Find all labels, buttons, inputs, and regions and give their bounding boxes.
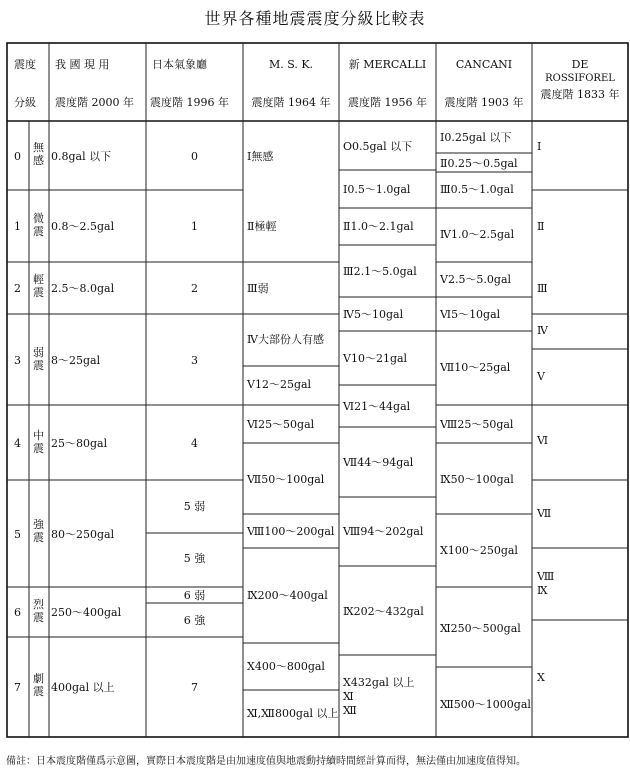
taiwan-range: 25～80gal xyxy=(51,437,108,450)
cancani-item: Ⅷ25～50gal xyxy=(440,418,514,431)
mercalli-item: Ⅹ432gal 以上 xyxy=(343,676,415,689)
cancani-item: Ⅱ0.25～0.5gal xyxy=(440,157,518,170)
rossi-item: Ⅸ xyxy=(537,584,548,597)
mercalli-item: Ⅰ0.5～1.0gal xyxy=(343,183,411,196)
mercalli-item: O0.5gal 以下 xyxy=(343,140,413,153)
rossi-item: Ⅹ xyxy=(537,671,545,684)
header-japan-a: 日本氣象廳 xyxy=(152,58,207,71)
footnote: 備註：日本震度階僅爲示意圖，實際日本震度階是由加速度值與地震動持續時間經計算而得，無法僅由加速度值得知。 xyxy=(6,756,526,767)
rossi-item: Ⅶ xyxy=(537,507,552,520)
level-num: 1 xyxy=(14,220,21,233)
cancani-item: Ⅰ0.25gal 以下 xyxy=(440,131,512,144)
header-taiwan-b: 震度階 2000 年 xyxy=(55,96,134,109)
header-msk-b: 震度階 1964 年 xyxy=(251,96,331,109)
cancani-item: Ⅹ100～250gal xyxy=(440,544,518,557)
cancani-item: Ⅲ0.5～1.0gal xyxy=(440,183,514,196)
japan-level: 0 xyxy=(191,150,198,163)
msk-item: Ⅹ400～800gal xyxy=(247,660,325,673)
msk-item: Ⅲ弱 xyxy=(247,282,269,295)
taiwan-range: 0.8gal 以下 xyxy=(51,150,112,163)
header-rossi-a: DE xyxy=(571,58,589,71)
msk-item: Ⅴ12～25gal xyxy=(247,378,312,391)
header-level-b: 分級 xyxy=(14,96,36,109)
mercalli-item: Ⅱ1.0～2.1gal xyxy=(343,220,414,233)
level-name: 弱震 xyxy=(33,346,44,372)
level-name: 中震 xyxy=(33,429,44,455)
japan-level: 2 xyxy=(191,282,198,295)
taiwan-range: 8～25gal xyxy=(51,354,101,367)
cancani-item: Ⅸ50～100gal xyxy=(440,473,514,486)
level-num: 0 xyxy=(14,150,21,163)
rossi-item: Ⅷ xyxy=(537,570,555,583)
mercalli-item: Ⅶ44～94gal xyxy=(343,456,414,469)
rossi-item: Ⅳ xyxy=(537,324,548,337)
japan-level: 6 弱 xyxy=(183,589,206,602)
header-mercalli-b: 震度階 1956 年 xyxy=(348,96,427,109)
japan-level: 1 xyxy=(191,220,198,233)
japan-level: 3 xyxy=(191,354,198,367)
japan-level: 5 弱 xyxy=(183,500,206,513)
header-rossi-b: ROSSIFOREL xyxy=(545,73,615,84)
cancani-item: Ⅻ500～1000gal xyxy=(440,698,531,711)
taiwan-range: 250～400gal xyxy=(51,606,122,619)
msk-item: Ⅵ25～50gal xyxy=(247,418,315,431)
header-cancani-b: 震度階 1903 年 xyxy=(444,96,524,109)
taiwan-range: 0.8～2.5gal xyxy=(51,220,115,233)
mercalli-item: Ⅻ xyxy=(343,704,357,717)
level-num: 5 xyxy=(14,528,21,541)
header-mercalli-a: 新 MERCALLI xyxy=(348,58,427,71)
rossi-item: Ⅱ xyxy=(537,220,545,233)
msk-item: Ⅸ200～400gal xyxy=(247,589,328,602)
mercalli-item: Ⅺ xyxy=(343,690,354,703)
rossi-item: Ⅵ xyxy=(537,434,549,447)
level-num: 2 xyxy=(14,282,21,295)
level-name: 劇震 xyxy=(33,672,44,698)
rossi-item: Ⅲ xyxy=(537,282,548,295)
msk-item: Ⅷ100～200gal xyxy=(247,525,335,538)
level-name: 輕震 xyxy=(33,273,44,299)
mercalli-item: Ⅳ5～10gal xyxy=(343,308,404,321)
msk-item: Ⅰ無感 xyxy=(247,150,274,163)
rossi-item: Ⅴ xyxy=(537,370,545,383)
cancani-item: Ⅶ10～25gal xyxy=(440,361,511,374)
header-rossi-c: 震度階 1833 年 xyxy=(540,88,620,101)
level-num: 4 xyxy=(14,437,21,450)
japan-level: 4 xyxy=(191,437,198,450)
page-title: 世界各種地震震度分級比較表 xyxy=(204,9,426,28)
cancani-item: Ⅺ250～500gal xyxy=(440,622,521,635)
mercalli-item: Ⅷ94～202gal xyxy=(343,525,424,538)
header-taiwan-a: 我 國 現 用 xyxy=(55,58,110,71)
header-level-a: 震度 xyxy=(14,58,36,71)
header-cancani-a: CANCANI xyxy=(455,58,513,71)
msk-item: Ⅺ,Ⅻ800gal 以上 xyxy=(247,707,339,720)
msk-item: Ⅱ極輕 xyxy=(247,220,277,233)
mercalli-item: Ⅸ202～432gal xyxy=(343,605,424,618)
level-num: 6 xyxy=(14,606,21,619)
level-name: 烈震 xyxy=(33,598,44,624)
japan-level: 5 強 xyxy=(183,552,206,565)
cancani-item: Ⅵ5～10gal xyxy=(440,308,501,321)
mercalli-item: Ⅵ21～44gal xyxy=(343,400,411,413)
japan-level: 7 xyxy=(191,681,198,694)
cancani-item: Ⅳ1.0～2.5gal xyxy=(440,228,515,241)
taiwan-range: 80～250gal xyxy=(51,528,115,541)
level-num: 7 xyxy=(14,681,21,694)
header-japan-b: 震度階 1996 年 xyxy=(150,96,229,109)
level-num: 3 xyxy=(14,354,21,367)
mercalli-item: Ⅲ2.1～5.0gal xyxy=(343,265,417,278)
taiwan-range: 2.5～8.0gal xyxy=(51,282,115,295)
mercalli-item: Ⅴ10～21gal xyxy=(343,352,408,365)
level-name: 微震 xyxy=(33,212,44,238)
header-msk-a: M. S. K. xyxy=(268,58,314,71)
japan-level: 6 強 xyxy=(183,614,206,627)
msk-item: Ⅳ大部份人有感 xyxy=(247,333,324,346)
rossi-item: Ⅰ xyxy=(537,140,542,153)
taiwan-range: 400gal 以上 xyxy=(51,681,115,694)
msk-item: Ⅶ50～100gal xyxy=(247,473,325,486)
level-name: 強震 xyxy=(33,518,44,544)
cancani-item: Ⅴ2.5～5.0gal xyxy=(440,273,512,286)
level-name: 無感 xyxy=(33,141,44,167)
